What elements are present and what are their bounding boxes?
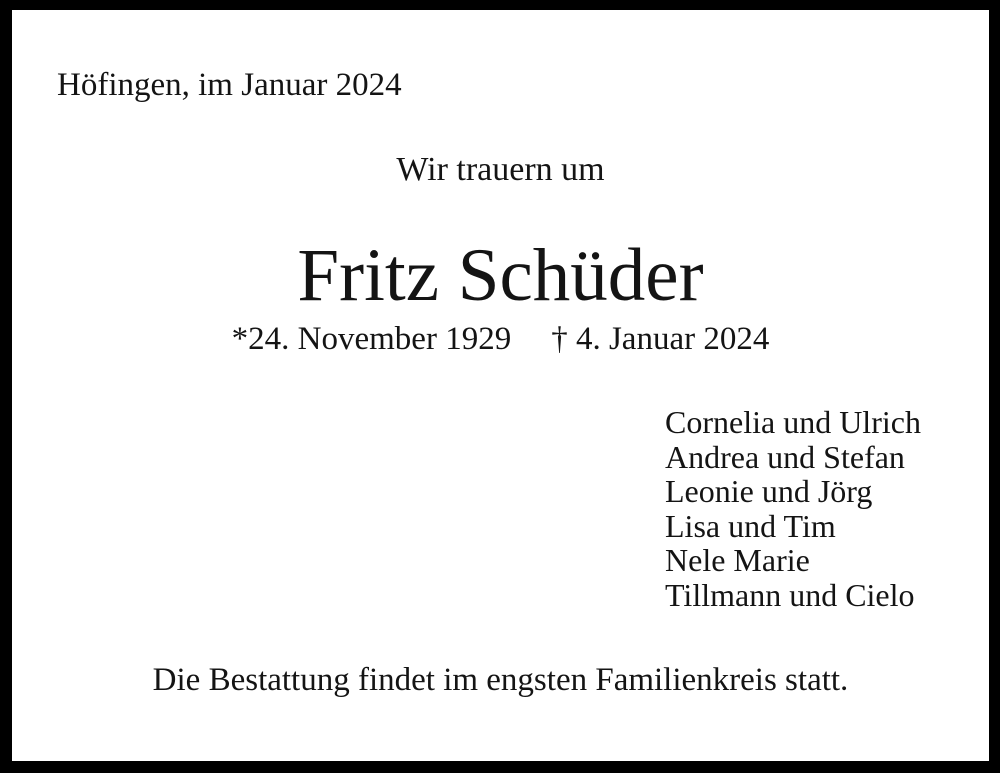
mourner-line: Nele Marie xyxy=(665,542,810,578)
mourner-line: Tillmann und Cielo xyxy=(665,576,915,613)
life-dates xyxy=(12,323,989,356)
mourners-list xyxy=(665,405,921,612)
mourner-line: Cornelia und Ulrich xyxy=(665,404,921,440)
mourner-line: Leonie und Jörg xyxy=(665,473,873,509)
dateline: Höfingen, im Januar 2024 xyxy=(57,67,402,103)
death-date: † 4. Januar 2024 xyxy=(551,321,770,357)
obituary-notice-paper xyxy=(12,10,989,761)
intro-line: Wir trauern um xyxy=(396,151,605,188)
closing-line: Die Bestattung findet im engsten Familienkreis statt. xyxy=(152,662,849,698)
birth-date: *24. November 1929 xyxy=(231,321,512,357)
deceased-name: Fritz Schüder xyxy=(297,234,704,317)
mourner-line: Andrea und Stefan xyxy=(665,438,905,475)
mourner-line: Lisa und Tim xyxy=(665,507,836,544)
